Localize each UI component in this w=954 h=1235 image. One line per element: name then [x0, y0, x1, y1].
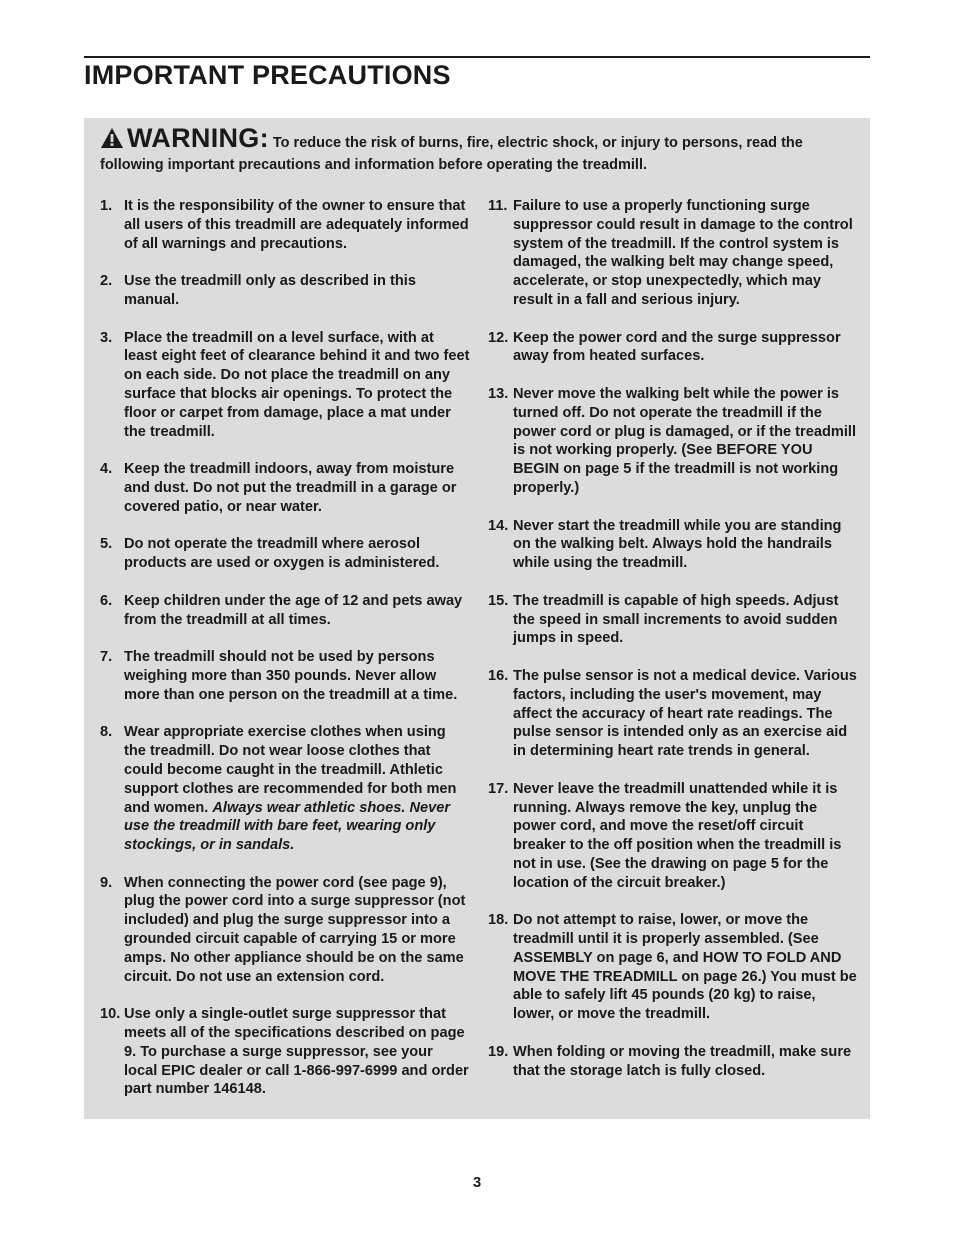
precaution-item	[488, 911, 858, 1024]
item-number: 7.	[100, 649, 113, 666]
item-text: The treadmill is capable of high speeds. Adjust the speed in small increments to avoid sudden jumps in speed.	[513, 592, 839, 647]
item-number: 14.	[488, 517, 509, 534]
item-text: Keep the treadmill indoors, away from moisture and dust. Do not put the treadmill in a garage or covered patio, or near water.	[124, 461, 457, 515]
item-text: Keep the power cord and the surge suppressor away from heated surfaces.	[513, 329, 841, 365]
precaution-item	[100, 1005, 470, 1099]
precautions-right-column	[488, 197, 858, 1099]
precaution-item	[100, 723, 470, 855]
precaution-item	[100, 197, 470, 253]
item-number: 16.	[488, 667, 509, 684]
item-text: Never move the walking belt while the power is turned off. Do not operate the treadmill if the power cord or plug is damaged, or if the treadmill is not working properly. (See BEFORE YOU BEGIN on page 5 if the treadmill is not working properly.)	[513, 385, 857, 496]
item-text: Use only a single-outlet surge suppressor that meets all of the specifications described on page 9. To purchase a surge suppressor, see your local EPIC dealer or call 1-866-997-6999 and order part number 146148.	[124, 1006, 469, 1098]
precaution-item	[488, 780, 858, 893]
precaution-item	[488, 667, 858, 761]
precaution-item	[100, 329, 470, 442]
item-number: 11.	[488, 198, 508, 214]
precaution-item	[488, 329, 858, 367]
precaution-item	[100, 592, 470, 630]
item-number: 6.	[100, 592, 113, 609]
item-text: Use the treadmill only as described in this manual.	[124, 273, 416, 308]
item-number: 19.	[488, 1043, 509, 1060]
item-text: Place the treadmill on a level surface, with at least eight feet of clearance behind it and two feet on each side. Do not place the treadmill on any surface that blocks air openings. To protect the floor or carpet from damage, place a mat under the treadmill.	[124, 329, 470, 440]
precaution-item	[488, 517, 858, 573]
page-title: IMPORTANT PRECAUTIONS	[84, 60, 451, 90]
item-italic-text: Always wear athletic shoes. Never use the treadmill with bare feet, wearing only stockings, or in sandals.	[124, 799, 451, 854]
item-number: 13.	[488, 385, 509, 402]
header-rule	[84, 56, 870, 58]
item-number: 1.	[100, 198, 113, 214]
item-text: When connecting the power cord (see page 9), plug the power cord into a surge suppressor (not included) and plug the surge suppressor into a grounded circuit capable of carrying 15 or more amps. No other appliance should be on the same circuit. Do not use an extension cord.	[124, 874, 466, 985]
item-text-group	[124, 723, 470, 855]
precaution-item	[488, 385, 858, 498]
item-number: 18.	[488, 912, 509, 929]
precaution-item	[488, 1043, 858, 1081]
warning-intro	[100, 123, 860, 175]
item-number: 4.	[100, 461, 113, 478]
precaution-item	[100, 874, 470, 987]
item-text: Failure to use a properly functioning surge suppressor could result in damage to the control system of the treadmill. If the control system is damaged, the walking belt may change speed, accelerate, or stop unexpectedly, which may result in a fall and serious injury.	[513, 198, 853, 308]
item-text: Never start the treadmill while you are standing on the walking belt. Always hold the handrails while using the treadmill.	[513, 517, 842, 572]
item-text: When folding or moving the treadmill, make sure that the storage latch is fully closed.	[513, 1043, 852, 1079]
item-text: Keep children under the age of 12 and pets away from the treadmill at all times.	[124, 592, 463, 628]
item-number: 3.	[100, 329, 113, 346]
item-text: Never leave the treadmill unattended while it is running. Always remove the key, unplug the power cord, and move the reset/off circuit breaker to the off position when the treadmill is not in use. (See the drawing on page 5 for the location of the circuit breaker.)	[513, 780, 842, 891]
warning-text: To reduce the risk of burns, fire, electric shock, or injury to persons, read the following important precautions and information before operating the treadmill.	[100, 135, 803, 173]
item-number: 10.	[100, 1006, 121, 1023]
page-number: 3	[472, 1174, 482, 1191]
item-number: 15.	[488, 592, 509, 609]
precaution-item	[100, 272, 470, 310]
item-text: Wear appropriate exercise clothes when using the treadmill. Do not wear loose clothes that could become caught in the treadmill. Athletic support clothes are recommended for both men and women.	[124, 724, 457, 816]
precaution-item	[100, 460, 470, 516]
item-number: 5.	[100, 536, 113, 553]
precaution-item	[488, 197, 858, 310]
item-number: 9.	[100, 874, 113, 891]
precautions-left-column	[100, 197, 470, 1118]
item-text: Do not operate the treadmill where aerosol products are used or oxygen is administered.	[124, 536, 440, 572]
item-number: 12.	[488, 329, 509, 346]
item-text: Do not attempt to raise, lower, or move the treadmill until it is properly assembled. (See ASSEMBLY on page 6, and HOW TO FOLD AND MOVE THE TREADMILL on page 26.) You must be able to safely lift 45 pounds (20 kg) to raise, lower, or move the treadmill.	[513, 912, 857, 1023]
item-text: The pulse sensor is not a medical device. Various factors, including the user's movement, may affect the accuracy of heart rate readings. The pulse sensor is intended only as an exercise aid in determining heart rate trends in general.	[513, 667, 857, 760]
precaution-item	[488, 592, 858, 648]
precaution-item	[100, 535, 470, 573]
warning-triangle-icon	[100, 127, 124, 155]
item-number: 2.	[100, 273, 113, 290]
item-text: The treadmill should not be used by persons weighing more than 350 pounds. Never allow more than one person on the treadmill at a time.	[124, 649, 458, 703]
precaution-item	[100, 648, 470, 704]
item-text: It is the responsibility of the owner to ensure that all users of this treadmill are adequately informed of all warnings and precautions.	[124, 198, 469, 252]
warning-heading: WARNING:	[127, 123, 269, 153]
item-number: 8.	[100, 724, 113, 741]
item-number: 17.	[488, 780, 509, 797]
